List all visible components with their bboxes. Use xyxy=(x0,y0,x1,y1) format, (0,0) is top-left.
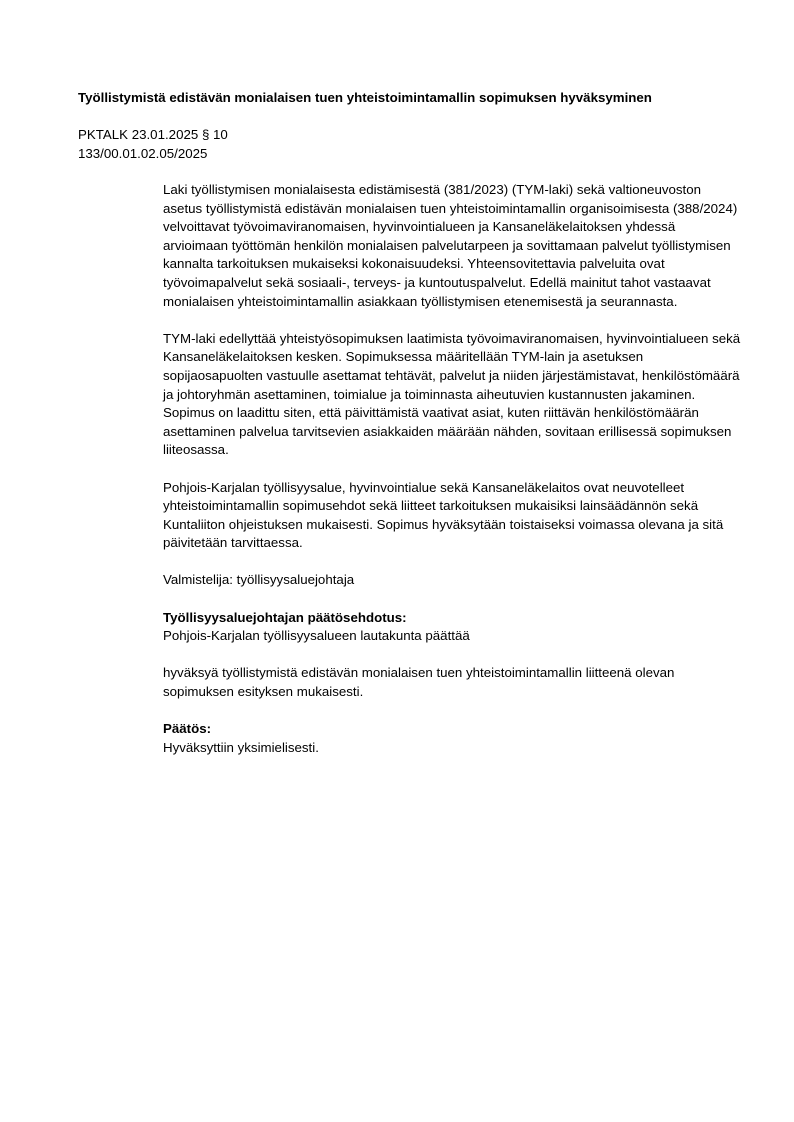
decision-heading: Päätös: xyxy=(163,721,212,737)
document-meta xyxy=(78,126,228,163)
meeting-reference: PKTALK 23.01.2025 § 10 xyxy=(78,127,228,142)
proposal-heading: Työllisyysaluejohtajan päätösehdotus: xyxy=(163,609,407,625)
paragraph-negotiation: Pohjois-Karjalan työllisyysalue, hyvinvointialue sekä Kansaneläkelaitos ovat neuvotelleet yhteistoimintamallin sopimusehdot sekä liitteet tarkoituksen mukaisiksi lainsäädännön sekä Kuntaliiton ohjeistuksen mukaisesti. Sopimus hyväksytään toistaiseksi voimassa olevana ja sitä päivitetään tarvittaessa. xyxy=(163,479,724,551)
diary-number: 133/00.01.02.05/2025 xyxy=(78,145,208,161)
decision-text: Hyväksyttiin yksimielisesti. xyxy=(163,739,319,755)
preparer-line: Valmistelija: työllisyysaluejohtaja xyxy=(163,572,355,588)
proposal-line: Pohjois-Karjalan työllisyysalueen lautakunta päättää xyxy=(163,628,470,644)
document-title: Työllistymistä edistävän monialaisen tuen yhteistoimintamallin sopimuksen hyväksyminen xyxy=(78,90,652,105)
document-body xyxy=(163,181,743,776)
paragraph-agreement: TYM-laki edellyttää yhteistyösopimuksen laatimista työvoimaviranomaisen, hyvinvointialueen sekä Kansaneläkelaitoksen kesken. Sopimuksessa määritellään TYM-lain ja asetuksen sopijaosapuolten vastuulle asettamat tehtävät, palvelut ja niiden järjestämistavat, henkilöstömäärä ja johtoryhmän asettaminen, toimialue ja toiminnasta aiheutuvien kustannusten jakaminen. Sopimus on laadittu siten, että päivittämistä vaativat asiat, kuten riittävän henkilöstömäärän asettaminen palvelua tarvitsevien asiakkaiden määrään nähden, sovitaan erillisessä sopimuksen liiteosassa. xyxy=(163,330,741,458)
decision-block xyxy=(163,720,743,757)
proposal-block xyxy=(163,609,743,646)
proposal-text: hyväksyä työllistymistä edistävän monialaisen tuen yhteistoimintamallin liitteenä olevan sopimuksen esityksen mukaisesti. xyxy=(163,665,675,700)
paragraph-background: Laki työllistymisen monialaisesta edistämisestä (381/2023) (TYM-laki) sekä valtioneuvoston asetus työllistymistä edistävän monialaisen tuen yhteistoimintamallin organisoimisesta (388/2024) velvoittavat työvoimaviranomaisen, hyvinvointialueen ja Kansaneläkelaitoksen yhdessä arvioimaan työttömän henkilön monialaisen palvelutarpeen ja sovittamaan palvelut työllistymisen kannalta tarkoituksen mukaiseksi kokonaisuudeksi. Yhteensovitettavia palveluita ovat työvoimapalvelut sekä sosiaali-, terveys- ja kuntoutuspalvelut. Edellä mainitut tahot vastaavat monialaisen yhteistoimintamallin asiakkaan työllistymisen etenemisestä ja seurannasta. xyxy=(163,182,738,309)
